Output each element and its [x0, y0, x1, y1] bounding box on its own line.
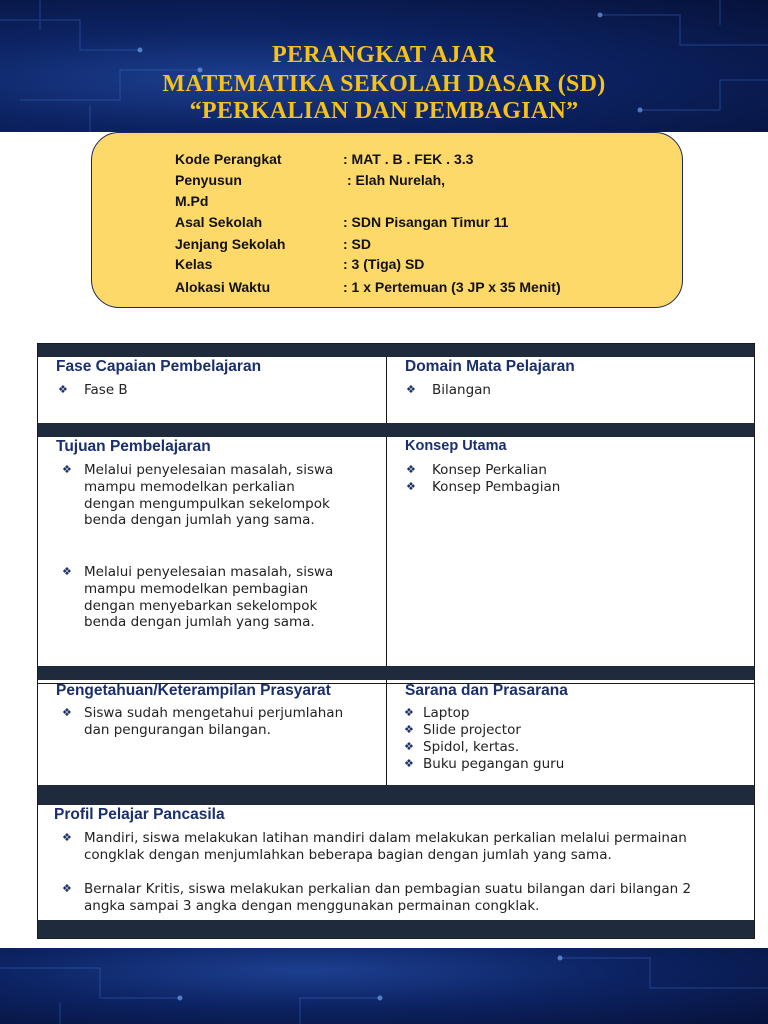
profil-heading: Profil Pelajar Pancasila [54, 806, 225, 823]
fase-heading: Fase Capaian Pembelajaran [56, 358, 262, 375]
diamond-cluster-icon: ❖ [62, 706, 72, 719]
sarana-item-2: Slide projector [423, 722, 521, 738]
document-title-line-1: PERANGKAT AJAR [272, 42, 496, 68]
sarana-item-1: Laptop [423, 705, 470, 721]
diamond-cluster-icon: ❖ [406, 383, 416, 396]
sarana-item-3: Spidol, kertas. [423, 739, 520, 755]
document-title-line-3: “PERKALIAN DAN PEMBAGIAN” [189, 98, 579, 124]
diamond-cluster-icon: ❖ [58, 383, 68, 396]
konsep-heading: Konsep Utama [405, 438, 507, 454]
diamond-cluster-icon: ❖ [404, 723, 414, 736]
konsep-item-1: Konsep Perkalian [432, 462, 547, 478]
diamond-cluster-icon: ❖ [406, 480, 416, 493]
tujuan-item-1: Melalui penyelesaian masalah, siswa mampu memodelkan perkalian dengan mengumpulkan sekelompok benda dengan jumlah yang sama. [84, 462, 334, 529]
diamond-cluster-icon: ❖ [62, 463, 72, 476]
domain-item: Bilangan [432, 382, 491, 398]
penyusun-title: M.Pd [175, 193, 209, 209]
header-banner [0, 0, 768, 132]
profil-item-2: Bernalar Kritis, siswa melakukan perkalian dan pembagian suatu bilangan dari bilangan 2 angka sampai 3 angka dengan menggunakan permainan congklak. [84, 881, 692, 914]
sarana-item-4: Buku pegangan guru [423, 756, 565, 772]
konsep-item-2: Konsep Pembagian [432, 479, 561, 495]
diamond-cluster-icon: ❖ [406, 463, 416, 476]
diamond-cluster-icon: ❖ [404, 757, 414, 770]
kelas-label: Kelas [175, 256, 213, 272]
divider-bar [38, 666, 754, 680]
kelas-value: : 3 (Tiga) SD [343, 256, 425, 272]
domain-heading: Domain Mata Pelajaran [405, 358, 575, 375]
penyusun-value: : Elah Nurelah, [347, 172, 446, 188]
document-title-line-2: MATEMATIKA SEKOLAH DASAR (SD) [162, 71, 606, 97]
profil-item-1: Mandiri, siswa melakukan latihan mandiri dalam melakukan perkalian melalui permainan congklak dengan menjumlahkan beberapa bagian dengan jumlah yang sama. [84, 830, 687, 863]
footer-banner [0, 948, 768, 1024]
asal-label: Asal Sekolah [175, 214, 263, 230]
fase-item: Fase B [84, 382, 128, 398]
jenjang-label: Jenjang Sekolah [175, 236, 286, 252]
diamond-cluster-icon: ❖ [404, 740, 414, 753]
jenjang-value: : SD [343, 236, 371, 252]
penyusun-label: Penyusun [175, 172, 242, 188]
lesson-table [37, 343, 755, 939]
diamond-cluster-icon: ❖ [404, 706, 414, 719]
diamond-cluster-icon: ❖ [62, 831, 72, 844]
prasyarat-heading: Pengetahuan/Keterampilan Prasyarat [56, 682, 331, 699]
divider-bar [38, 423, 754, 437]
alokasi-value: : 1 x Pertemuan (3 JP x 35 Menit) [343, 279, 561, 295]
diamond-cluster-icon: ❖ [62, 882, 72, 895]
circuit-background [0, 948, 768, 1024]
sarana-heading: Sarana dan Prasarana [405, 682, 568, 699]
divider-bar [38, 344, 754, 357]
tujuan-item-2: Melalui penyelesaian masalah, siswa mampu memodelkan pembagian dengan menyebarkan sekelompok benda dengan jumlah yang sama. [84, 564, 334, 631]
divider-bar [38, 920, 754, 938]
tujuan-heading: Tujuan Pembelajaran [56, 438, 211, 455]
kode-value: : MAT . B . FEK . 3.3 [343, 151, 474, 167]
diamond-cluster-icon: ❖ [62, 565, 72, 578]
kode-label: Kode Perangkat [175, 151, 282, 167]
prasyarat-item: Siswa sudah mengetahui perjumlahan dan pengurangan bilangan. [84, 705, 344, 738]
alokasi-label: Alokasi Waktu [175, 279, 271, 295]
divider-bar [38, 785, 754, 805]
asal-value: : SDN Pisangan Timur 11 [343, 214, 509, 230]
